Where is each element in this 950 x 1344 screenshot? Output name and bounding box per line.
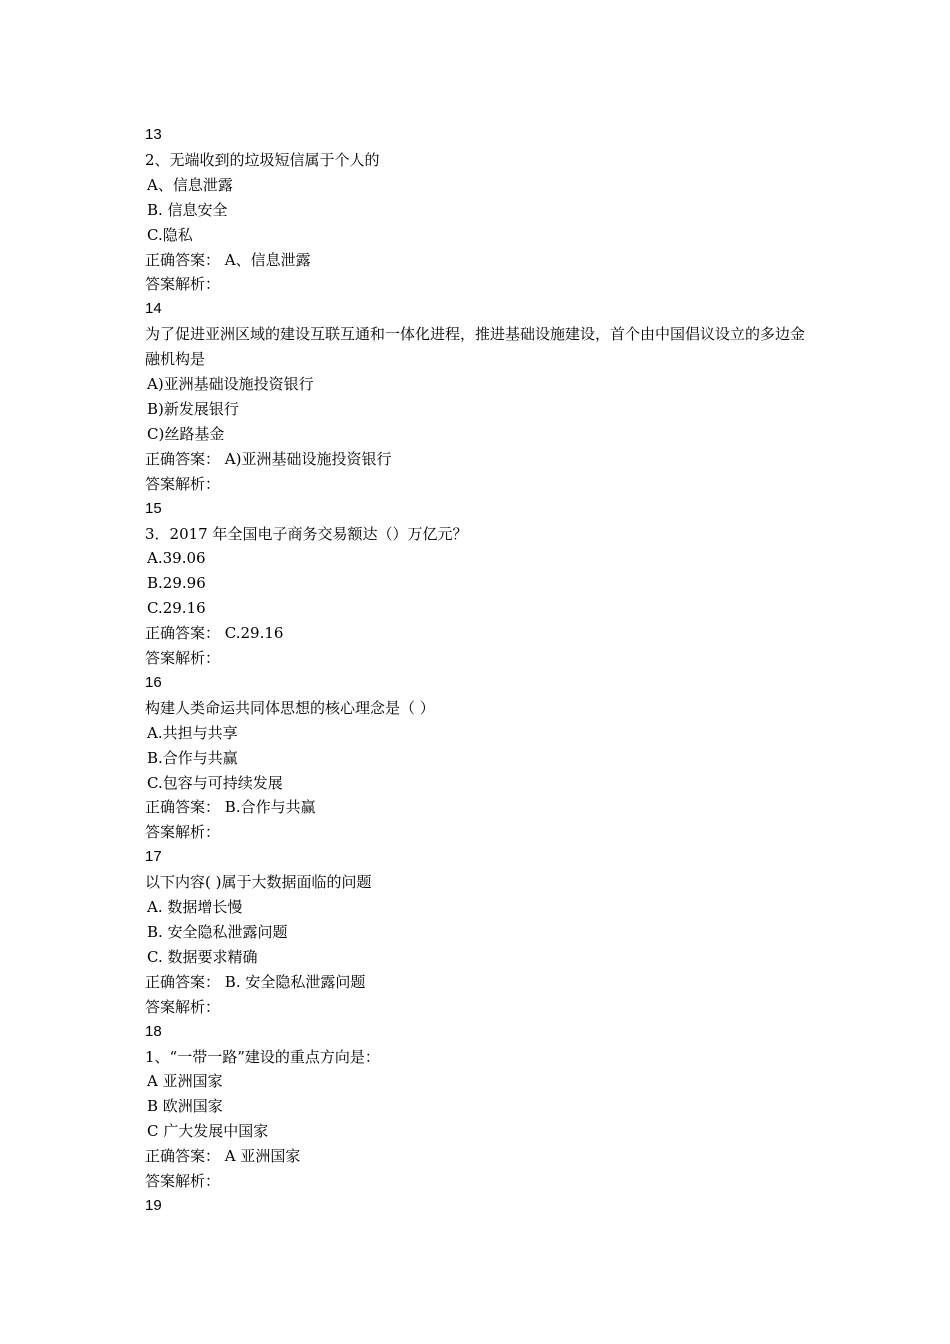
option-c: C.29.16 [147,599,206,618]
answer-analysis: 答案解析： [145,474,221,493]
question-number: 13 [145,126,162,143]
correct-answer [145,1144,825,1169]
option-c: C.包容与可持续发展 [147,773,283,792]
answer-analysis: 答案解析： [145,823,221,842]
option-b: B)新发展银行 [147,399,239,418]
answer-value: B.合作与共赢 [224,798,316,817]
option-a: A)亚洲基础设施投资银行 [147,375,314,394]
question-text: 2、无端收到的垃圾短信属于个人的 [145,150,380,169]
question-number: 19 [145,1196,162,1214]
question-block [145,297,825,496]
correct-answer [145,970,825,995]
option-b: B. 信息安全 [147,200,228,219]
option-c: C)丝路基金 [147,424,225,443]
answer-label: 正确答案： [145,798,221,817]
option-a: A、信息泄露 [147,175,233,194]
question-text: 为了促进亚洲区域的建设互联互通和一体化进程，推进基础设施建设，首个由中国倡议设立的多边金融机构是 [145,325,806,369]
option-b: B. 安全隐私泄露问题 [147,923,288,941]
correct-answer [145,248,825,273]
option-b: B.合作与共赢 [147,748,238,767]
question-number: 17 [145,848,162,866]
option-a: A.39.06 [147,549,206,568]
question-number: 15 [145,499,162,517]
answer-analysis: 答案解析： [145,1172,221,1191]
option-a: A 亚洲国家 [147,1072,223,1091]
answer-value: B. 安全隐私泄露问题 [224,972,366,991]
option-b: B.29.96 [147,574,206,593]
answer-label: 正确答案： [145,1147,221,1166]
correct-answer [145,621,825,646]
question-text: 1、“一带一路”建设的重点方向是： [145,1047,380,1066]
question-block [145,1020,825,1194]
document-page [145,123,825,1219]
answer-value: A)亚洲基础设施投资银行 [224,449,392,468]
answer-value: A、信息泄露 [224,250,311,269]
question-block [145,497,825,671]
question-block [145,845,825,1019]
option-c: C.隐私 [147,225,193,244]
answer-analysis: 答案解析： [145,997,221,1016]
answer-analysis: 答案解析： [145,275,221,294]
correct-answer [145,447,825,472]
option-b: B 欧洲国家 [147,1097,223,1116]
question-block [145,123,825,297]
question-number: 16 [145,673,162,691]
question-number: 14 [145,300,162,318]
correct-answer [145,795,825,820]
answer-value: C.29.16 [224,624,284,643]
answer-label: 正确答案： [145,972,221,991]
answer-label: 正确答案： [145,449,221,468]
answer-value: A 亚洲国家 [224,1147,301,1166]
option-c: C. 数据要求精确 [147,947,258,966]
question-block [145,671,825,845]
question-text: 构建人类命运共同体思想的核心理念是（ ） [145,698,435,717]
option-a: A. 数据增长慢 [147,898,243,917]
question-text: 3．2017 年全国电子商务交易额达（）万亿元？ [145,524,468,543]
question-number: 18 [145,1022,162,1040]
answer-label: 正确答案： [145,250,221,269]
answer-analysis: 答案解析： [145,649,221,668]
answer-label: 正确答案： [145,624,221,643]
question-text: 以下内容( )属于大数据面临的问题 [145,873,372,892]
option-c: C 广大发展中国家 [147,1122,269,1141]
option-a: A.共担与共享 [147,723,238,742]
